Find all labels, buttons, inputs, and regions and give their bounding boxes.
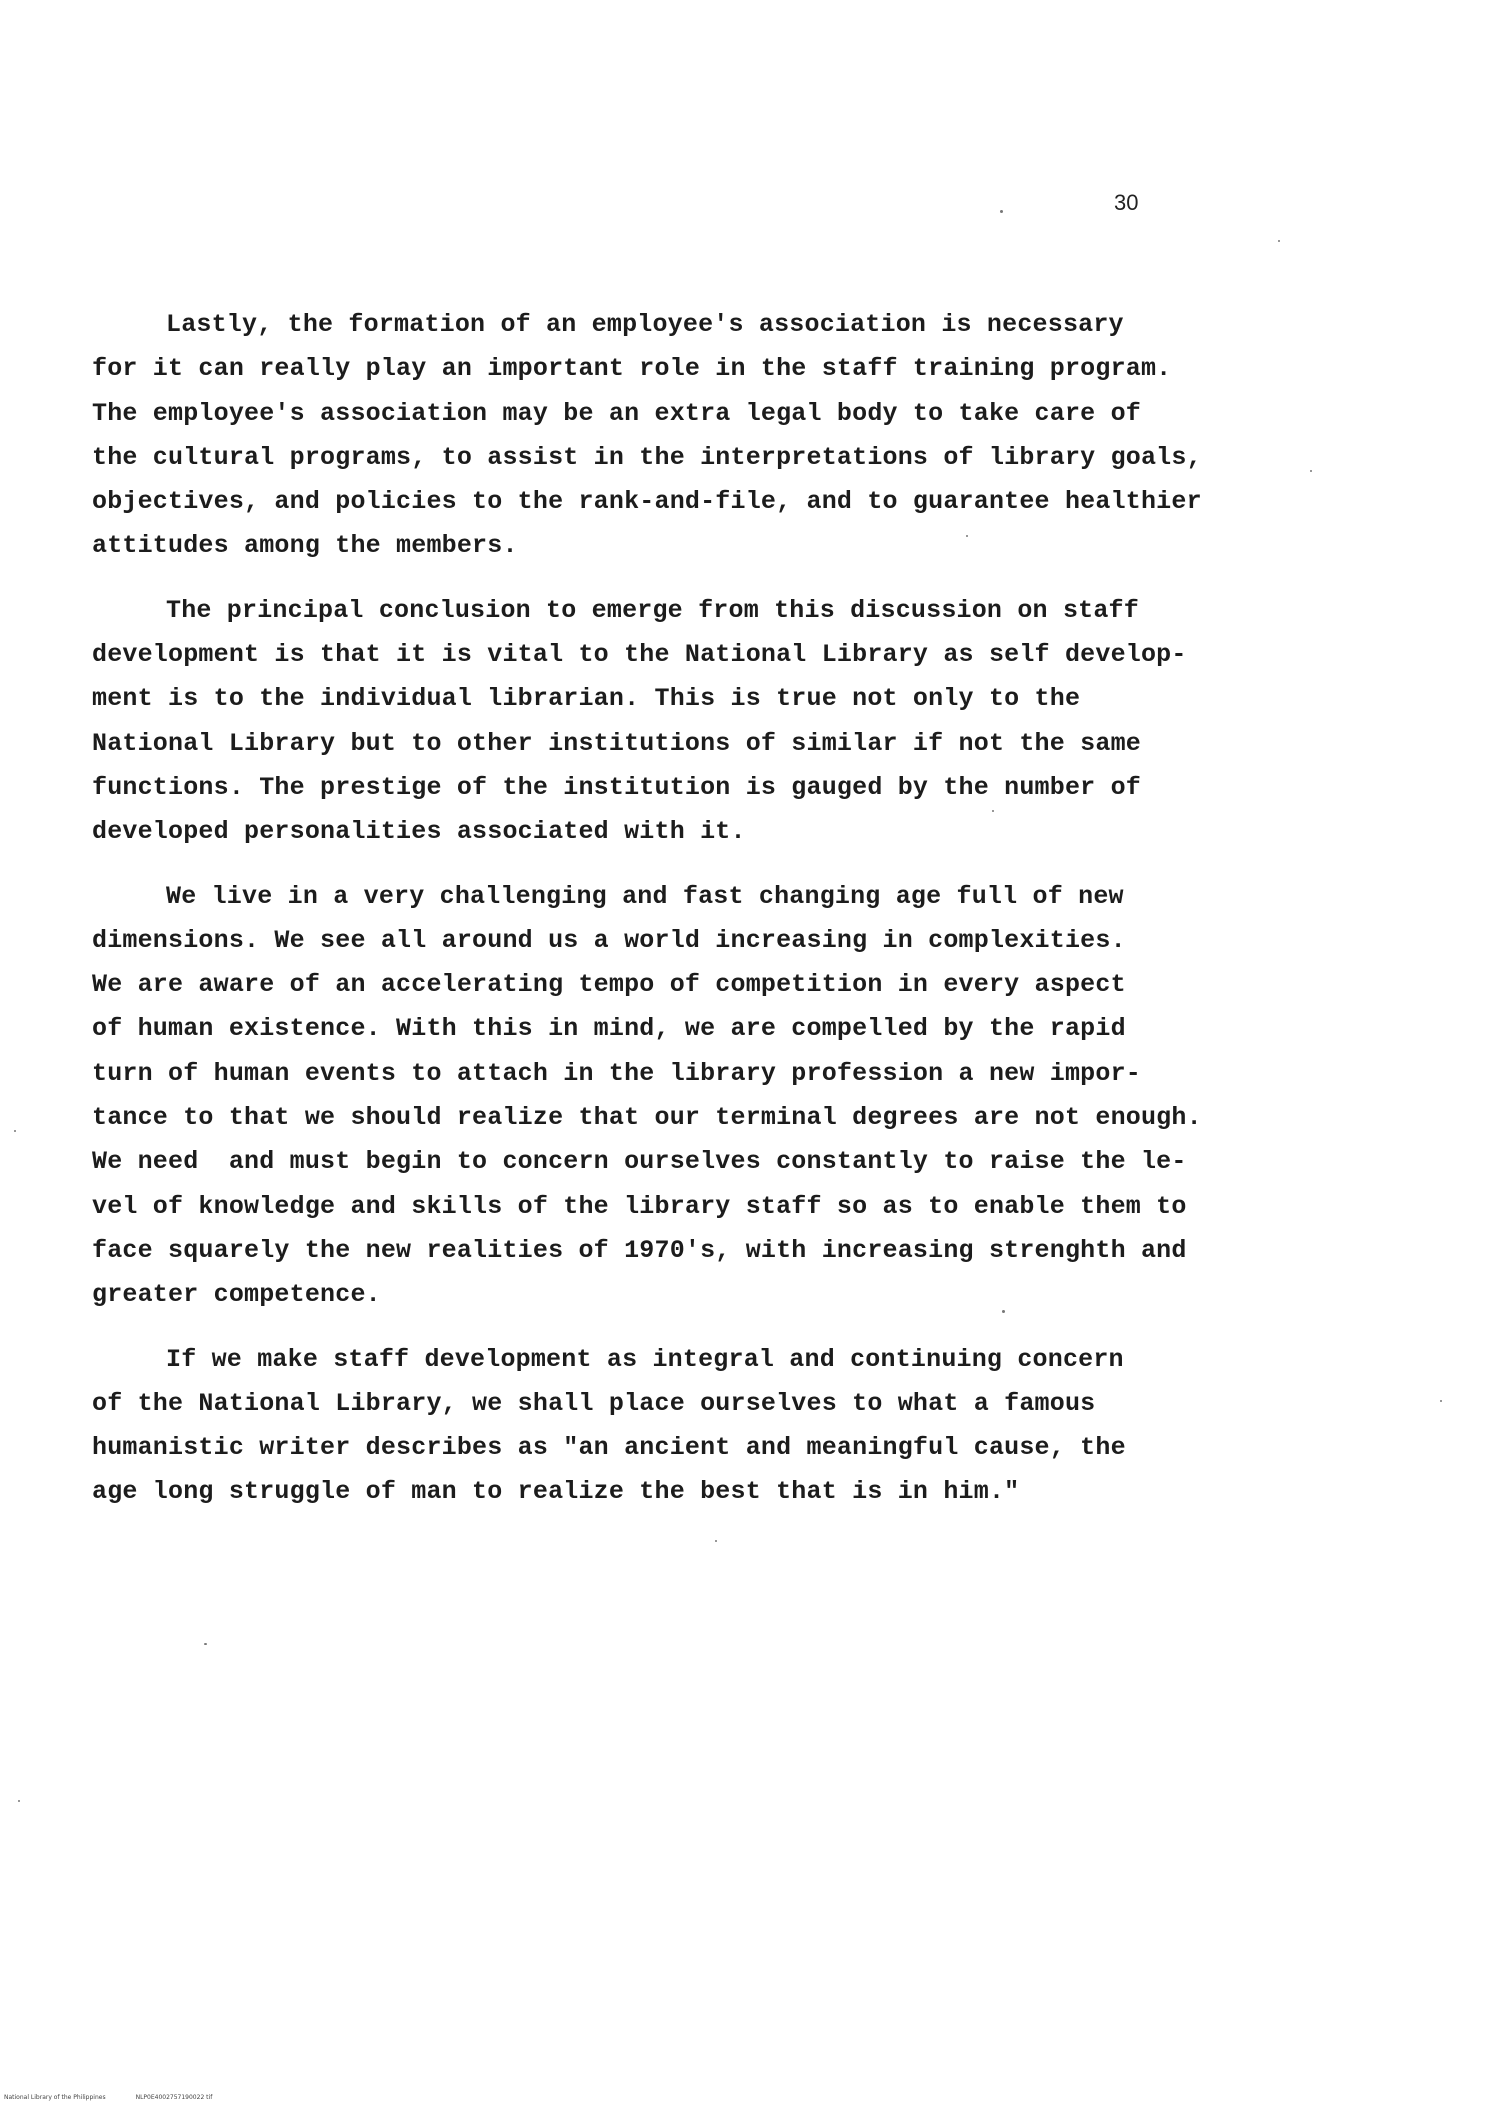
scan-speck [1002, 1310, 1005, 1313]
scan-speck [14, 1130, 16, 1132]
paragraph-challenging-age [92, 875, 1212, 1318]
text-line: ment is to the individual librarian. This is true not only to the [92, 684, 1081, 714]
text-line: greater competence. [92, 1280, 381, 1310]
scan-footer [4, 2094, 242, 2101]
document-body [92, 303, 1212, 1535]
text-line: vel of knowledge and skills of the library staff so as to enable them to [92, 1191, 1187, 1221]
scan-speck [966, 535, 968, 537]
text-line: humanistic writer describes as "an ancient and meaningful cause, the [92, 1433, 1126, 1463]
text-line: dimensions. We see all around us a world increasing in complexities. [92, 925, 1126, 955]
scan-speck [18, 1800, 20, 1802]
page-number: 30 [1114, 190, 1139, 215]
paragraph-principal-conclusion [92, 589, 1212, 855]
scan-speck [204, 1643, 207, 1645]
text-line: turn of human events to attach in the library profession a new impor- [92, 1058, 1141, 1088]
paragraph-staff-development-concern [92, 1338, 1212, 1515]
text-line: for it can really play an important role in the staff training program. [92, 354, 1172, 384]
text-line: attitudes among the members. [92, 531, 518, 561]
text-line: the cultural programs, to assist in the interpretations of library goals, [92, 442, 1202, 472]
text-line: development is that it is vital to the National Library as self develop- [92, 640, 1187, 670]
text-line: of human existence. With this in mind, we are compelled by the rapid [92, 1014, 1126, 1044]
text-line: of the National Library, we shall place ourselves to what a famous [92, 1388, 1096, 1418]
scan-speck [715, 1540, 717, 1542]
text-line: Lastly, the formation of an employee's association is necessary [166, 310, 1124, 339]
scan-speck [992, 810, 994, 812]
scan-speck [1310, 470, 1312, 472]
text-line: functions. The prestige of the institution is gauged by the number of [92, 772, 1141, 802]
text-line: age long struggle of man to realize the best that is in him." [92, 1477, 1020, 1507]
scan-speck [1278, 240, 1280, 242]
scan-speck [1440, 1400, 1442, 1402]
footer-source: National Library of the Philippines [4, 2094, 106, 2101]
text-line: We are aware of an accelerating tempo of competition in every aspect [92, 970, 1126, 1000]
text-line: objectives, and policies to the rank-and-file, and to guarantee healthier [92, 487, 1202, 517]
footer-file-id: NLP0E4002757190022 tif [135, 2094, 213, 2101]
text-line: We live in a very challenging and fast changing age full of new [166, 881, 1124, 911]
text-line: The employee's association may be an extra legal body to take care of [92, 398, 1141, 428]
text-line: The principal conclusion to emerge from this discussion on staff [166, 595, 1139, 625]
text-line: tance to that we should realize that our terminal degrees are not enough. [92, 1103, 1202, 1133]
text-line: We need and must begin to concern ourselves constantly to raise the le- [92, 1147, 1187, 1177]
paragraph-employee-association [92, 303, 1212, 569]
scan-speck [1000, 210, 1003, 213]
text-line: face squarely the new realities of 1970's, with increasing strenghth and [92, 1235, 1187, 1265]
text-line: If we make staff development as integral and continuing concern [166, 1344, 1124, 1374]
text-line: National Library but to other institutions of similar if not the same [92, 728, 1141, 758]
text-line: developed personalities associated with it. [92, 817, 746, 847]
